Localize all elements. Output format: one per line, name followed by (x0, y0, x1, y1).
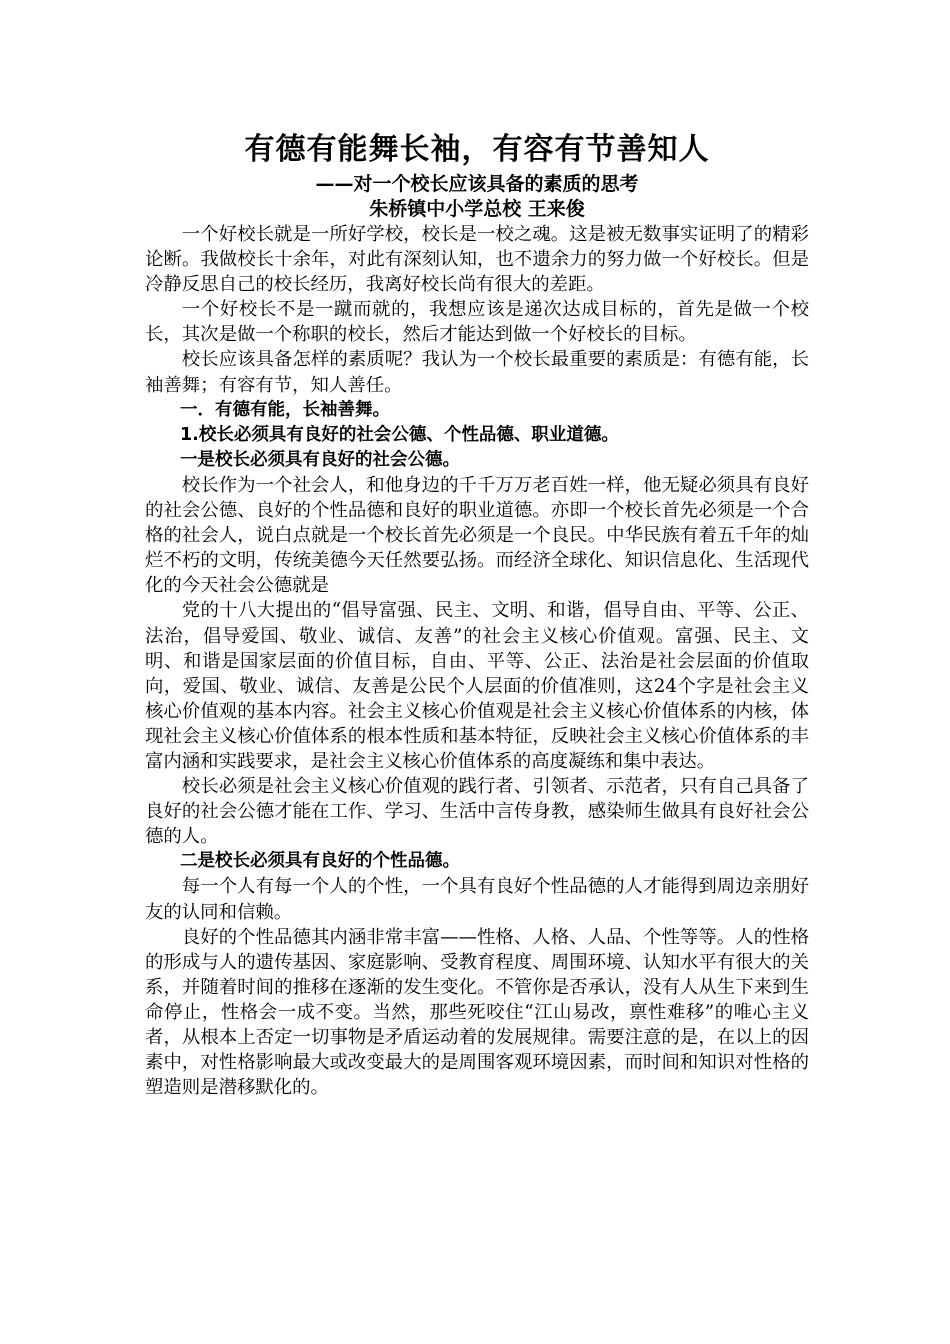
paragraph: 良好的个性品德其内涵非常丰富——性格、人格、人品、个性等等。人的性格的形成与人的遗传基因、家庭影响、受教育程度、周围环境、认知水平有很大的关系，并随着时间的推移在逐渐的发生变化。不管你是否承认，没有人从生下来到生命停止，性格会一成不变。当然，那些死咬住“江山易改，禀性难移”的唯心主义者，从根本上否定一切事物是矛盾运动着的发展规律。需要注意的是，在以上的因素中，对性格影响最大或改变最大的是周围客观环境因素，而时间和知识对性格的塑造则是潜移默化的。 (145, 926, 809, 1099)
document-page (145, 128, 809, 1100)
paragraph: 校长应该具备怎样的素质呢？我认为一个校长最重要的素质是：有德有能，长袖善舞；有容有节，知人善任。 (145, 349, 809, 396)
paragraph: 一个好校长不是一蹴而就的，我想应该是递次达成目标的，首先是做一个校长，其次是做一个称职的校长，然后才能达到做一个好校长的目标。 (145, 299, 809, 346)
document-author: 朱桥镇中小学总校 王来俊 (369, 198, 585, 220)
paragraph: 校长作为一个社会人，和他身边的千千万万老百姓一样，他无疑必须具有良好的社会公德、良好的个性品德和良好的职业道德。亦即一个校长首先必须是一个合格的社会人，说白点就是一个校长首先必须是一个良民。中华民族有着五千年的灿烂不朽的文明，传统美德今天任然要弘扬。而经济全球化、知识信息化、生活现代化的今天社会公德就是 (145, 474, 809, 597)
paragraph: 一个好校长就是一所好学校，校长是一校之魂。这是被无数事实证明了的精彩论断。我做校长十余年，对此有深刻认知，也不遗余力的努力做一个好校长。但是冷静反思自己的校长经历，我离好校长尚有很大的差距。 (145, 224, 809, 296)
document-title: 有德有能舞长袖，有容有节善知人 (244, 132, 710, 167)
section-heading: 一．有德有能，长袖善舞。 (180, 399, 390, 420)
document-body (145, 222, 809, 1100)
document-subtitle: ——对一个校长应该具备的素质的思考 (315, 173, 639, 195)
paragraph: 每一个人有每一个人的个性，一个具有良好个性品德的人才能得到周边亲朋好友的认同和信赖。 (145, 876, 809, 923)
paragraph: 校长必须是社会主义核心价值观的践行者、引领者、示范者，只有自己具备了良好的社会公德才能在工作、学习、生活中言传身教，感染师生做具有良好社会公德的人。 (145, 776, 809, 848)
paragraph: 党的十八大提出的“倡导富强、民主、文明、和谐，倡导自由、平等、公正、法治，倡导爱国、敬业、诚信、友善”的社会主义核心价值观。富强、民主、文明、和谐是国家层面的价值目标，自由、平等、公正、法治是社会层面的价值取向，爱国、敬业、诚信、友善是公民个人层面的价值准则，这24个字是社会主义核心价值观的基本内容。社会主义核心价值观是社会主义核心价值体系的内核，体现社会主义核心价值体系的根本性质和基本特征，反映社会主义核心价值体系的丰富内涵和实践要求，是社会主义核心价值体系的高度凝练和集中表达。 (145, 600, 809, 772)
subsection-heading: 1.校长必须具有良好的社会公德、个性品德、职业道德。 (180, 424, 619, 445)
point-heading: 二是校长必须具有良好的个性品德。 (180, 851, 460, 872)
point-heading: 一是校长必须具有良好的社会公德。 (180, 449, 460, 470)
